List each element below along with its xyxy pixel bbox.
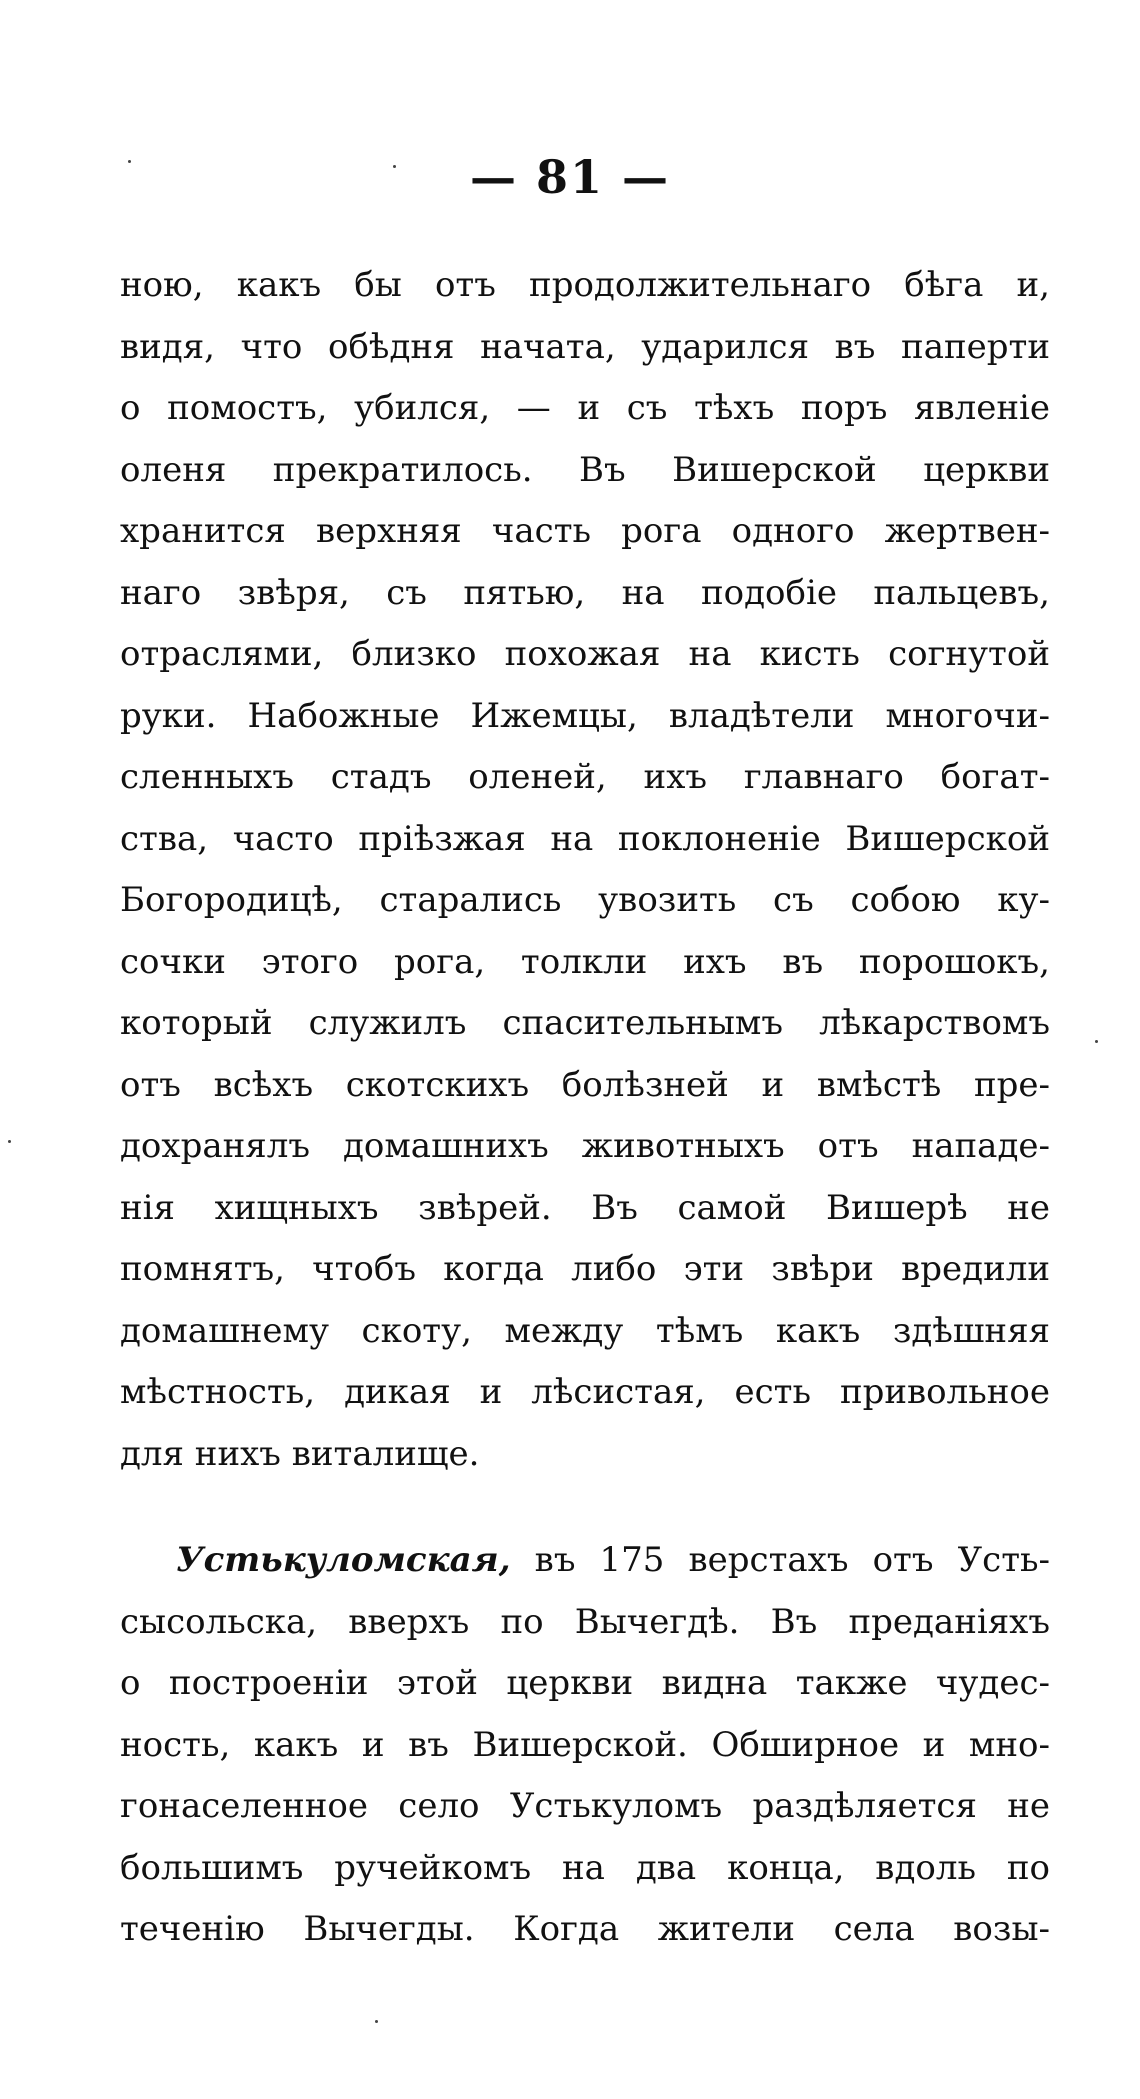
text-line: ною, какъ бы отъ продолжительнаго бѣга и, [120, 265, 1050, 305]
text-line: гонаселенное село Устькуломъ раздѣляется не [120, 1786, 1050, 1826]
text-line: о построеніи этой церкви видна также чудес- [120, 1663, 1050, 1703]
print-speck [1095, 1040, 1098, 1043]
text-line: отъ всѣхъ скотскихъ болѣзней и вмѣстѣ пре- [120, 1064, 1050, 1105]
text-line: который служилъ спасительнымъ лѣкарствомъ [120, 1003, 1050, 1043]
text-line: сленныхъ стадъ оленей, ихъ главнаго богат- [120, 757, 1050, 797]
print-speck [393, 165, 396, 168]
page-number: — 81 — [469, 150, 671, 204]
text-line: мѣстность, дикая и лѣсистая, есть привольное [120, 1372, 1050, 1412]
paragraph-1 [120, 255, 1050, 1485]
print-speck [128, 160, 131, 163]
text-line: теченію Вычегды. Когда жители села возы- [120, 1909, 1050, 1949]
text-line: ность, какъ и въ Вишерской. Обширное и мно- [120, 1724, 1050, 1765]
text-line: Богородицѣ, старались увозить съ собою ку- [120, 880, 1050, 920]
text-line [120, 1530, 1050, 1592]
text-line: оленя прекратилось. Въ Вишерской церкви [120, 449, 1050, 490]
text-line: о помостъ, убился, — и съ тѣхъ поръ явленіе [120, 388, 1050, 428]
print-speck [8, 1140, 11, 1143]
text-line: отраслями, близко похожая на кисть согнутой [120, 634, 1050, 674]
text-line: ства, часто пріѣзжая на поклоненіе Вишерской [120, 818, 1050, 859]
text-line: большимъ ручейкомъ на два конца, вдоль по [120, 1847, 1050, 1888]
text-line: хранится верхняя часть рога одного жертвен- [120, 511, 1050, 551]
text-line: наго звѣря, съ пятью, на подобіе пальцевъ, [120, 572, 1050, 613]
first-line-rest: въ 175 верстахъ отъ Усть- [534, 1540, 1050, 1580]
text-line: видя, что обѣдня начата, ударился въ паперти [120, 326, 1050, 367]
text-line: дохранялъ домашнихъ животныхъ отъ нападе- [120, 1126, 1050, 1166]
print-speck [375, 2020, 378, 2023]
paragraph-2 [120, 1530, 1050, 1961]
text-line: для нихъ виталище. [120, 1433, 480, 1474]
text-line: домашнему скоту, между тѣмъ какъ здѣшняя [120, 1310, 1050, 1351]
text-line: нія хищныхъ звѣрей. Въ самой Вишерѣ не [120, 1187, 1050, 1228]
text-line: сысольска, вверхъ по Вычегдѣ. Въ преданіяхъ [120, 1601, 1050, 1642]
text-line: сочки этого рога, толкли ихъ въ порошокъ, [120, 941, 1050, 982]
text-line: помнятъ, чтобъ когда либо эти звѣри вредили [120, 1249, 1050, 1289]
church-name-italic: Устькуломская, [176, 1540, 511, 1580]
text-line: руки. Набожные Ижемцы, владѣтели многочи- [120, 695, 1050, 736]
